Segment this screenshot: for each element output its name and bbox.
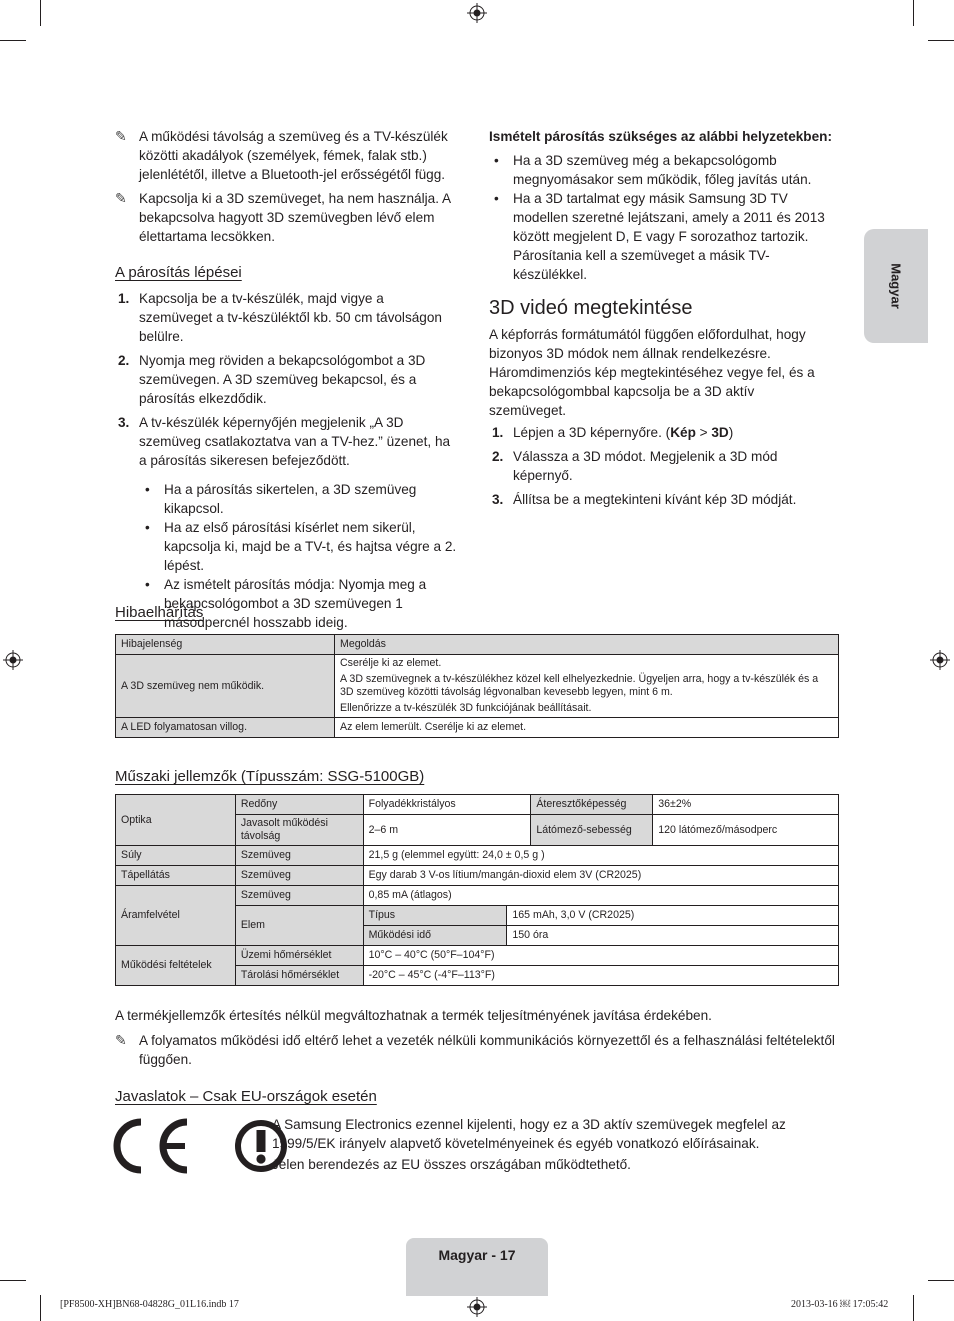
crop-mark xyxy=(928,40,954,41)
table-cell: Tápellátás xyxy=(116,866,236,886)
table-cell: 36±2% xyxy=(653,795,839,815)
video3d-steps xyxy=(489,423,834,509)
footer-timestamp: 2013-03-16 ￼ 17:05:42 xyxy=(791,1299,889,1310)
table-cell: Optika xyxy=(116,795,236,846)
note-text: A működési távolság a szemüveg és a TV-készülék közötti akadályok (személyek, fémek, falak stb.) jelenlététől, illetve a Bluetooth-jel erősségétől függ. xyxy=(139,129,448,182)
table-cell: Elem xyxy=(235,906,363,946)
pairing-steps xyxy=(115,289,460,470)
table-cell: Tárolási hőmérséklet xyxy=(235,966,363,986)
list-item: • Ha a párosítás sikertelen, a 3D szemüveg kikapcsol. xyxy=(140,480,460,518)
table-cell: Javasolt működési távolság xyxy=(235,815,363,846)
list-item: 2. Válassza a 3D módot. Megjelenik a 3D mód képernyő. xyxy=(492,449,778,483)
note-text: Kapcsolja ki a 3D szemüveget, ha nem használja. A bekapcsolva hagyott 3D szemüvegben lévő elem élettartama lecsökken. xyxy=(139,191,451,244)
table-cell: 150 óra xyxy=(507,926,839,946)
table-cell: 21,5 g (elemmel együtt: 24,0 ± 0,5 g ) xyxy=(363,846,838,866)
crop-mark xyxy=(913,0,914,26)
table-row xyxy=(116,946,839,966)
troubleshooting-table xyxy=(115,634,839,738)
specs-heading: Műszaki jellemzők (Típusszám: SSG-5100GB) xyxy=(115,768,425,785)
eu-declaration: Jelen berendezés az EU összes országában működtethető. xyxy=(272,1157,631,1172)
table-cell: Súly xyxy=(116,846,236,866)
eu-declaration: A Samsung Electronics ezennel kijelenti, hogy ez a 3D aktív szemüvegek megfelel az 1999/5/EK irányelv alapvető követelményeinek és egyéb vonatkozó előírásainak. xyxy=(272,1117,786,1151)
table-cell: Áramfelvétel xyxy=(116,886,236,946)
table-cell: Egy darab 3 V-os lítium/mangán-dioxid elem 3V (CR2025) xyxy=(363,866,838,886)
video3d-title: 3D videó megtekintése xyxy=(489,297,693,319)
list-item: 3. Állítsa be a megtekinteni kívánt kép 3D módját. xyxy=(492,492,797,507)
table-cell: 10°C – 40°C (50°F–104°F) xyxy=(363,946,838,966)
page-number: Magyar - 17 xyxy=(438,1247,516,1263)
crop-mark xyxy=(40,1295,41,1321)
table-row xyxy=(116,846,839,866)
list-item: 2. Nyomja meg röviden a bekapcsológombot a 3D szemüvegen. A 3D szemüveg bekapcsol, és a párosítás elkezdődik. xyxy=(118,353,426,406)
repeat-bullets xyxy=(489,151,834,284)
troubleshooting-heading: Hibaelhárítás xyxy=(115,604,204,621)
table-cell: Szemüveg xyxy=(235,866,363,886)
table-cell: Szemüveg xyxy=(235,886,363,906)
pairing-heading: A párosítás lépései xyxy=(115,264,242,281)
list-item: • Ha a 3D tartalmat egy másik Samsung 3D TV modellen szeretné lejátszani, amely a 2011 és 2013 között megjelent D, E vagy F sorozathoz tartozik. Párosítania kell a szemüveget a másik TV-készülékkel. xyxy=(489,189,834,284)
note xyxy=(115,127,460,184)
video3d-para: A képforrás formátumától függően előfordulhat, hogy bizonyos 3D módok nem állnak rendelkezésre. xyxy=(489,327,806,361)
table-cell: Szemüveg xyxy=(235,846,363,866)
registration-mark-icon xyxy=(467,1297,487,1317)
table-row xyxy=(116,635,839,655)
note xyxy=(115,1031,839,1069)
registration-mark-icon xyxy=(930,650,950,670)
ce-alert-mark-icon xyxy=(113,1118,289,1174)
table-cell: Az elem lemerült. Cserélje ki az elemet. xyxy=(335,718,839,738)
table-cell: Működési idő xyxy=(363,926,507,946)
table-cell: Áteresztőképesség xyxy=(531,795,653,815)
table-cell: Üzemi hőmérséklet xyxy=(235,946,363,966)
table-cell: 2–6 m xyxy=(363,815,531,846)
table-row xyxy=(116,886,839,906)
table-cell: Cserélje ki az elemet. A 3D szemüvegnek a tv-készülékhez közel kell elhelyezkednie. Ügyeljen arra, hogy a tv-készülék és a 3D szemüveg közötti távolság légvonalban kevesebb legyen, mint 6 m. Ellenőrizze a tv-készülék 3D funkciójának beállításait. xyxy=(335,655,839,718)
crop-mark xyxy=(913,1295,914,1321)
video3d-para: Háromdimenziós kép megtekintéséhez vegye fel, és a bekapcsológombbal kapcsolja be a 3D aktív szemüveget. xyxy=(489,365,815,418)
table-row xyxy=(116,795,839,815)
table-cell: A LED folyamatosan villog. xyxy=(116,718,335,738)
table-cell: A 3D szemüveg nem működik. xyxy=(116,655,335,718)
right-column xyxy=(489,127,834,514)
crop-mark xyxy=(0,40,26,41)
list-item: 3. A tv-készülék képernyőjén megjelenik „A 3D szemüveg csatlakoztatva van a TV-hez.” üzenet, ha a párosítás sikeresen befejeződött. xyxy=(118,415,451,468)
table-row xyxy=(116,718,839,738)
list-item: • Ha a 3D szemüveg még a bekapcsológomb megnyomásakor sem működik, főleg javítás után. xyxy=(489,151,834,189)
table-cell: 120 látómező/másodperc xyxy=(653,815,839,846)
note-text: A folyamatos működési idő eltérő lehet a vezeték nélküli kommunikációs környezettől és a felhasználási feltételektől függően. xyxy=(139,1033,835,1067)
registration-mark-icon xyxy=(3,650,23,670)
pencil-note-icon: ✎ xyxy=(115,190,127,206)
registration-mark-icon xyxy=(467,3,487,23)
eu-heading: Javaslatok – Csak EU-országok esetén xyxy=(115,1088,377,1105)
list-item: • Az ismételt párosítás módja: Nyomja meg a bekapcsológombot a 3D szemüvegen 1 másodpercnél hosszabb ideig. xyxy=(140,575,460,632)
language-side-tab xyxy=(864,229,928,343)
table-cell: Látómező-sebesség xyxy=(531,815,653,846)
list-item: 1. Kapcsolja be a tv-készülék, majd vigye a szemüveget a tv-készüléktől kb. 50 cm távolságon belülre. xyxy=(118,291,442,344)
specs-table xyxy=(115,794,839,986)
page-number-tab xyxy=(406,1238,548,1296)
table-row xyxy=(116,655,839,718)
pencil-note-icon: ✎ xyxy=(115,1032,127,1048)
table-cell: Működési feltételek xyxy=(116,946,236,986)
side-tab-label: Magyar xyxy=(888,263,904,309)
list-item: 1. Lépjen a 3D képernyőre. (Kép > 3D) xyxy=(492,425,734,440)
left-column xyxy=(115,127,460,632)
table-row xyxy=(116,866,839,886)
footer-file-info: [PF8500-XH]BN68-04828G_01L16.indb 17 xyxy=(60,1299,239,1310)
table-header-cell: Hibajelenség xyxy=(116,635,335,655)
table-cell: 0,85 mA (átlagos) xyxy=(363,886,838,906)
repeat-pairing-heading: Ismételt párosítás szükséges az alábbi helyzetekben: xyxy=(489,129,833,144)
table-header-cell: Megoldás xyxy=(335,635,839,655)
list-item: • Ha az első párosítási kísérlet nem sikerül, kapcsolja ki, majd be a TV-t, és hajtsa végre a 2. lépést. xyxy=(140,518,460,575)
table-cell: -20°C – 45°C (-4°F–113°F) xyxy=(363,966,838,986)
crop-mark xyxy=(0,1280,26,1281)
table-cell: Folyadékkristályos xyxy=(363,795,531,815)
spec-note: A termékjellemzők értesítés nélkül megváltozhatnak a termék teljesítményének javítása érdekében. xyxy=(115,1008,712,1023)
crop-mark xyxy=(928,1280,954,1281)
pencil-note-icon: ✎ xyxy=(115,128,127,144)
crop-mark xyxy=(40,0,41,26)
note xyxy=(115,189,460,246)
table-cell: Típus xyxy=(363,906,507,926)
table-cell: Redőny xyxy=(235,795,363,815)
table-cell: 165 mAh, 3,0 V (CR2025) xyxy=(507,906,839,926)
